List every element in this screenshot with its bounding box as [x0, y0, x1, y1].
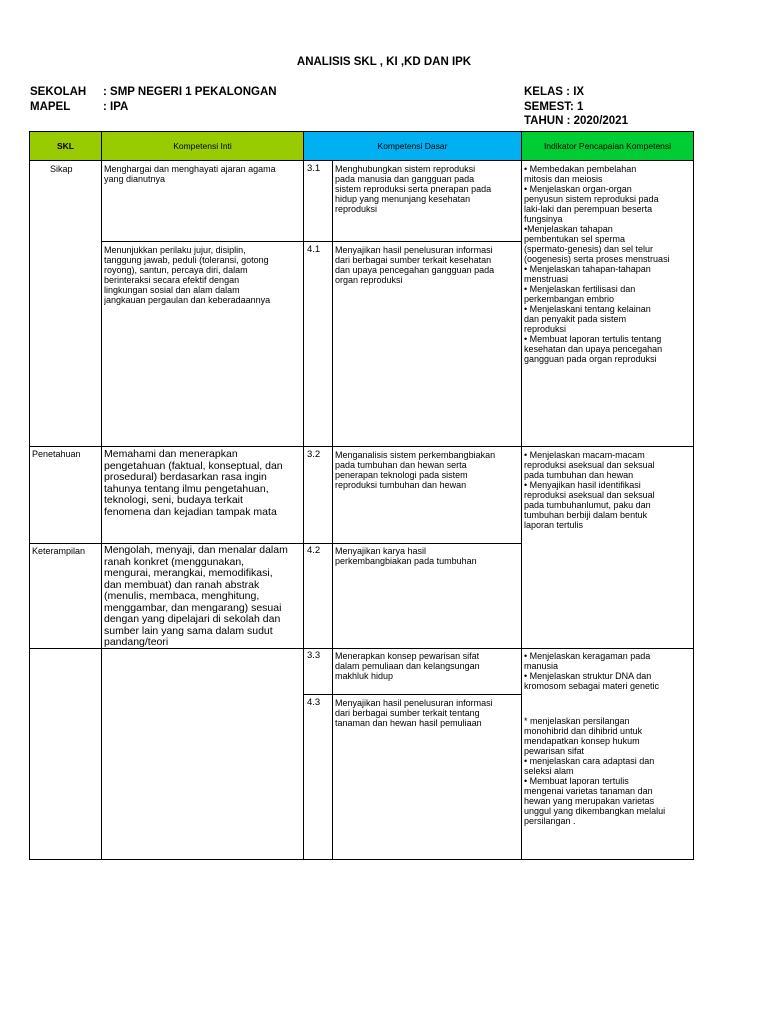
ipk-reproduksi-tumbuhan: • Menjelaskan macam-macam reproduksi aseksual dan seksual pada tumbuhan dan hewan • Menyajikan hasil identifikasi reproduksi aseksual dan seksual pada tumbuhanlumut, paku dan tumbuhan berbiji dalam bentuk laporan tertulis [524, 450, 655, 530]
kd-4-1: Menyajikan hasil penelusuran informasi dari berbagai sumber terkait kesehatan dan upaya pencegahan gangguan pada organ reproduksi [335, 245, 495, 285]
skl-keterampilan: Keterampilan [32, 546, 86, 556]
kd-number-4-1: 4.1 [307, 244, 321, 255]
kd-number-4-2: 4.2 [307, 545, 321, 556]
ki-sikap-spiritual: Menghargai dan menghayati ajaran agama yang dianutnya [104, 164, 276, 184]
ki-sikap-sosial: Menunjukkan perilaku jujur, disiplin, tanggung jawab, peduli (toleransi, gotong royong), santun, percaya diri, dalam berinteraksi secara efektif dengan lingkungan sosial dan alam dalam jangkauan pergaulan dan keberadaannya [104, 245, 271, 305]
kd-number-3-3: 3.3 [307, 650, 321, 661]
kd-number-3-2: 3.2 [307, 449, 321, 460]
ipk-reproduksi-manusia: • Membedakan pembelahan mitosis dan meiosis • Menjelaskan organ-organ penyusun sistem reproduksi pada laki-laki dan perempuan beserta fungsinya •Menjelaskan tahapan pembentukan sel sperma (spermato-genesis) dan sel telur (oogenesis) serta proses menstruasi • Menjelaskan tahapan-tahapan menstruasi • Menjelaskan fertilisasi dan perkembangan embrio • Menjelaskani tentang kelainan dan penyakit pada sistem reproduksi • Membuat laporan tertulis tentang kesehatan dan upaya pencegahan gangguan pada organ reproduksi [524, 164, 670, 364]
sekolah-label: SEKOLAH [30, 86, 87, 98]
semester-info: SEMEST: 1 [524, 101, 584, 113]
kd-number-4-3: 4.3 [307, 697, 321, 708]
document-title: ANALISIS SKL , KI ,KD DAN IPK [296, 56, 472, 68]
ki-keterampilan: Mengolah, menyaji, dan menalar dalam ranah konkret (menggunakan, mengurai, merangkai, memodifikasi, dan membuat) dan ranah abstrak (menulis, membaca, menghitung, menggambar, dan mengarang) sesuai dengan yang dipelajari di sekolah dan sumber lain yang sama dalam sudut pandang/teori [104, 545, 288, 648]
skl-pengetahuan: Penetahuan [32, 449, 81, 459]
header-kompetensi-dasar: Kompetensi Dasar [303, 131, 522, 161]
kd-3-1: Menghubungkan sistem reproduksi pada manusia dan gangguan pada sistem reproduksi serta pnerapan pada hidup yang menunjang kesehatan reproduksi [335, 164, 492, 214]
ipk-pemuliaan: * menjelaskan persilangan monohibrid dan dihibrid untuk mendapatkan konsep hukum pewarisan sifat • menjelaskan cara adaptasi dan seleksi alam • Membuat laporan tertulis mengenai varietas tanaman dan hewan yang merupakan varietas unggul yang dikembangkan melalui persilangan . [524, 716, 666, 826]
kd-number-3-1: 3.1 [307, 163, 321, 174]
header-kompetensi-inti: Kompetensi Inti [101, 131, 304, 161]
kd-3-2: Menganalisis sistem perkembangbiakan pada tumbuhan dan hewan serta penerapan teknologi pada sistem reproduksi tumbuhan dan hewan [335, 450, 496, 490]
mapel-value: : IPA [103, 101, 129, 113]
kd-3-3: Menerapkan konsep pewarisan sifat dalam pemuliaan dan kelangsungan makhluk hidup [335, 651, 480, 681]
kelas-info: KELAS : IX [524, 86, 585, 98]
skl-sikap: Sikap [50, 164, 73, 174]
header-skl: SKL [29, 131, 102, 161]
ki-pengetahuan: Memahami dan menerapkan pengetahuan (faktual, konseptual, dan prosedural) berdasarkan rasa ingin tahunya tentang ilmu pengetahuan, teknologi, seni, budaya terkait fenomena dan kejadian tampak mata [104, 449, 283, 518]
ipk-pewarisan-sifat: • Menjelaskan keragaman pada manusia • Menjelaskan struktur DNA dan kromosom sebagai materi genetic [524, 651, 660, 691]
sekolah-value: : SMP NEGERI 1 PEKALONGAN [103, 86, 277, 98]
kd-4-2: Menyajikan karya hasil perkembangbiakan pada tumbuhan [335, 546, 477, 566]
tahun-info: TAHUN : 2020/2021 [524, 115, 628, 127]
mapel-label: MAPEL [30, 101, 71, 113]
kd-4-3: Menyajikan hasil penelusuran informasi dari berbagai sumber terkait tentang tanaman dan hewan hasil pemuliaan [335, 698, 493, 728]
header-indikator: Indikator Pencapaian Kompetensi [521, 131, 694, 161]
